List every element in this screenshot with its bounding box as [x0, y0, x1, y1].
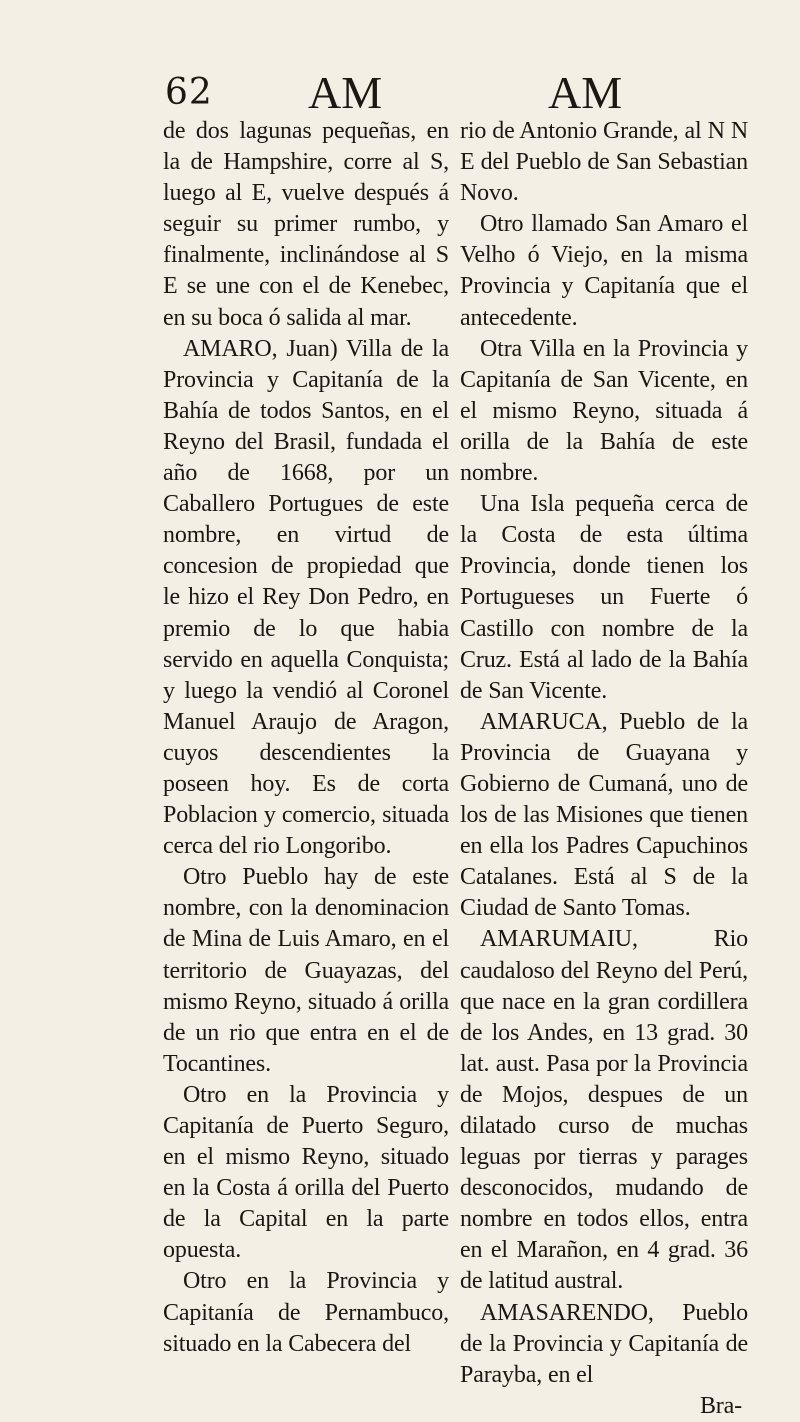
catchword: Bra-	[699, 1392, 742, 1419]
paragraph: Otro en la Provincia y Capitanía de Puerto Seguro, en el mismo Reyno, situado en la Costa á orilla del Puerto de la Capital en la parte opuesta.	[163, 1081, 449, 1264]
paragraph: AMARUMAIU, Rio caudaloso del Reyno del Perú, que nace en la gran cordillera de los Andes, en 13 grad. 30 lat. aust. Pasa por la Provincia de Mojos, despues de un dilatado curso de muchas leguas por tierras y parages desconocidos, mudando de nombre en todos ellos, entra en el Marañon, en 4 grad. 36 de latitud austral.	[460, 926, 748, 1295]
paragraph: Otro en la Provincia y Capitanía de Pernambuco, situado en la Cabecera del	[163, 1268, 449, 1357]
paragraph: AMARO, Juan) Villa de la Provincia y Capitanía de la Bahía de todos Santos, en el Reyno del Brasil, fundada el año de 1668, por un Caballero Portugues de este nombre, en virtud de concesion de propiedad que le hizo el Rey Don Pedro, en premio de lo que habia servido en aquella Conquista; y luego la vendió al Coronel Manuel Araujo de Aragon, cuyos descendientes la poseen hoy. Es de corta Poblacion y comercio, situada cerca del rio Longoribo.	[163, 335, 449, 860]
paragraph: Otro Pueblo hay de este nombre, con la denominacion de Mina de Luis Amaro, en el territorio de Guayazas, del mismo Reyno, situado á orilla de un rio que entra en el de Tocantines.	[163, 864, 449, 1077]
left-column	[163, 116, 449, 1360]
paragraph: Otra Villa en la Provincia y Capitanía de San Vicente, en el mismo Reyno, situada á orilla de la Bahía de este nombre.	[460, 335, 748, 487]
paragraph: Una Isla pequeña cerca de la Costa de esta última Provincia, donde tienen los Portugueses un Fuerte ó Castillo con nombre de la Cruz. Está al lado de la Bahía de San Vicente.	[460, 491, 748, 704]
paragraph: rio de Antonio Grande, al N N E del Pueblo de San Sebastian Novo.	[460, 118, 748, 207]
paragraph: Otro llamado San Amaro el Velho ó Viejo, en la misma Provincia y Capitanía que el antecedente.	[460, 211, 748, 331]
running-head-left: AM	[308, 67, 383, 118]
right-column	[460, 116, 748, 1422]
page-number: 62	[165, 72, 213, 113]
running-head-right: AM	[548, 67, 623, 118]
paragraph: AMARUCA, Pueblo de la Provincia de Guayana y Gobierno de Cumaná, uno de los de las Misiones que tienen en ella los Padres Capuchinos Catalanes. Está al S de la Ciudad de Santo Tomas.	[460, 708, 748, 922]
paragraph: AMASARENDO, Pueblo de la Provincia y Capitanía de Parayba, en el	[460, 1299, 748, 1388]
page-header	[0, 60, 800, 118]
paragraph: de dos lagunas pequeñas, en la de Hampshire, corre al S, luego al E, vuelve después á seguir su primer rumbo, y finalmente, inclinándose al S E se une con el de Kenebec, en su boca ó salida al mar.	[163, 118, 449, 331]
